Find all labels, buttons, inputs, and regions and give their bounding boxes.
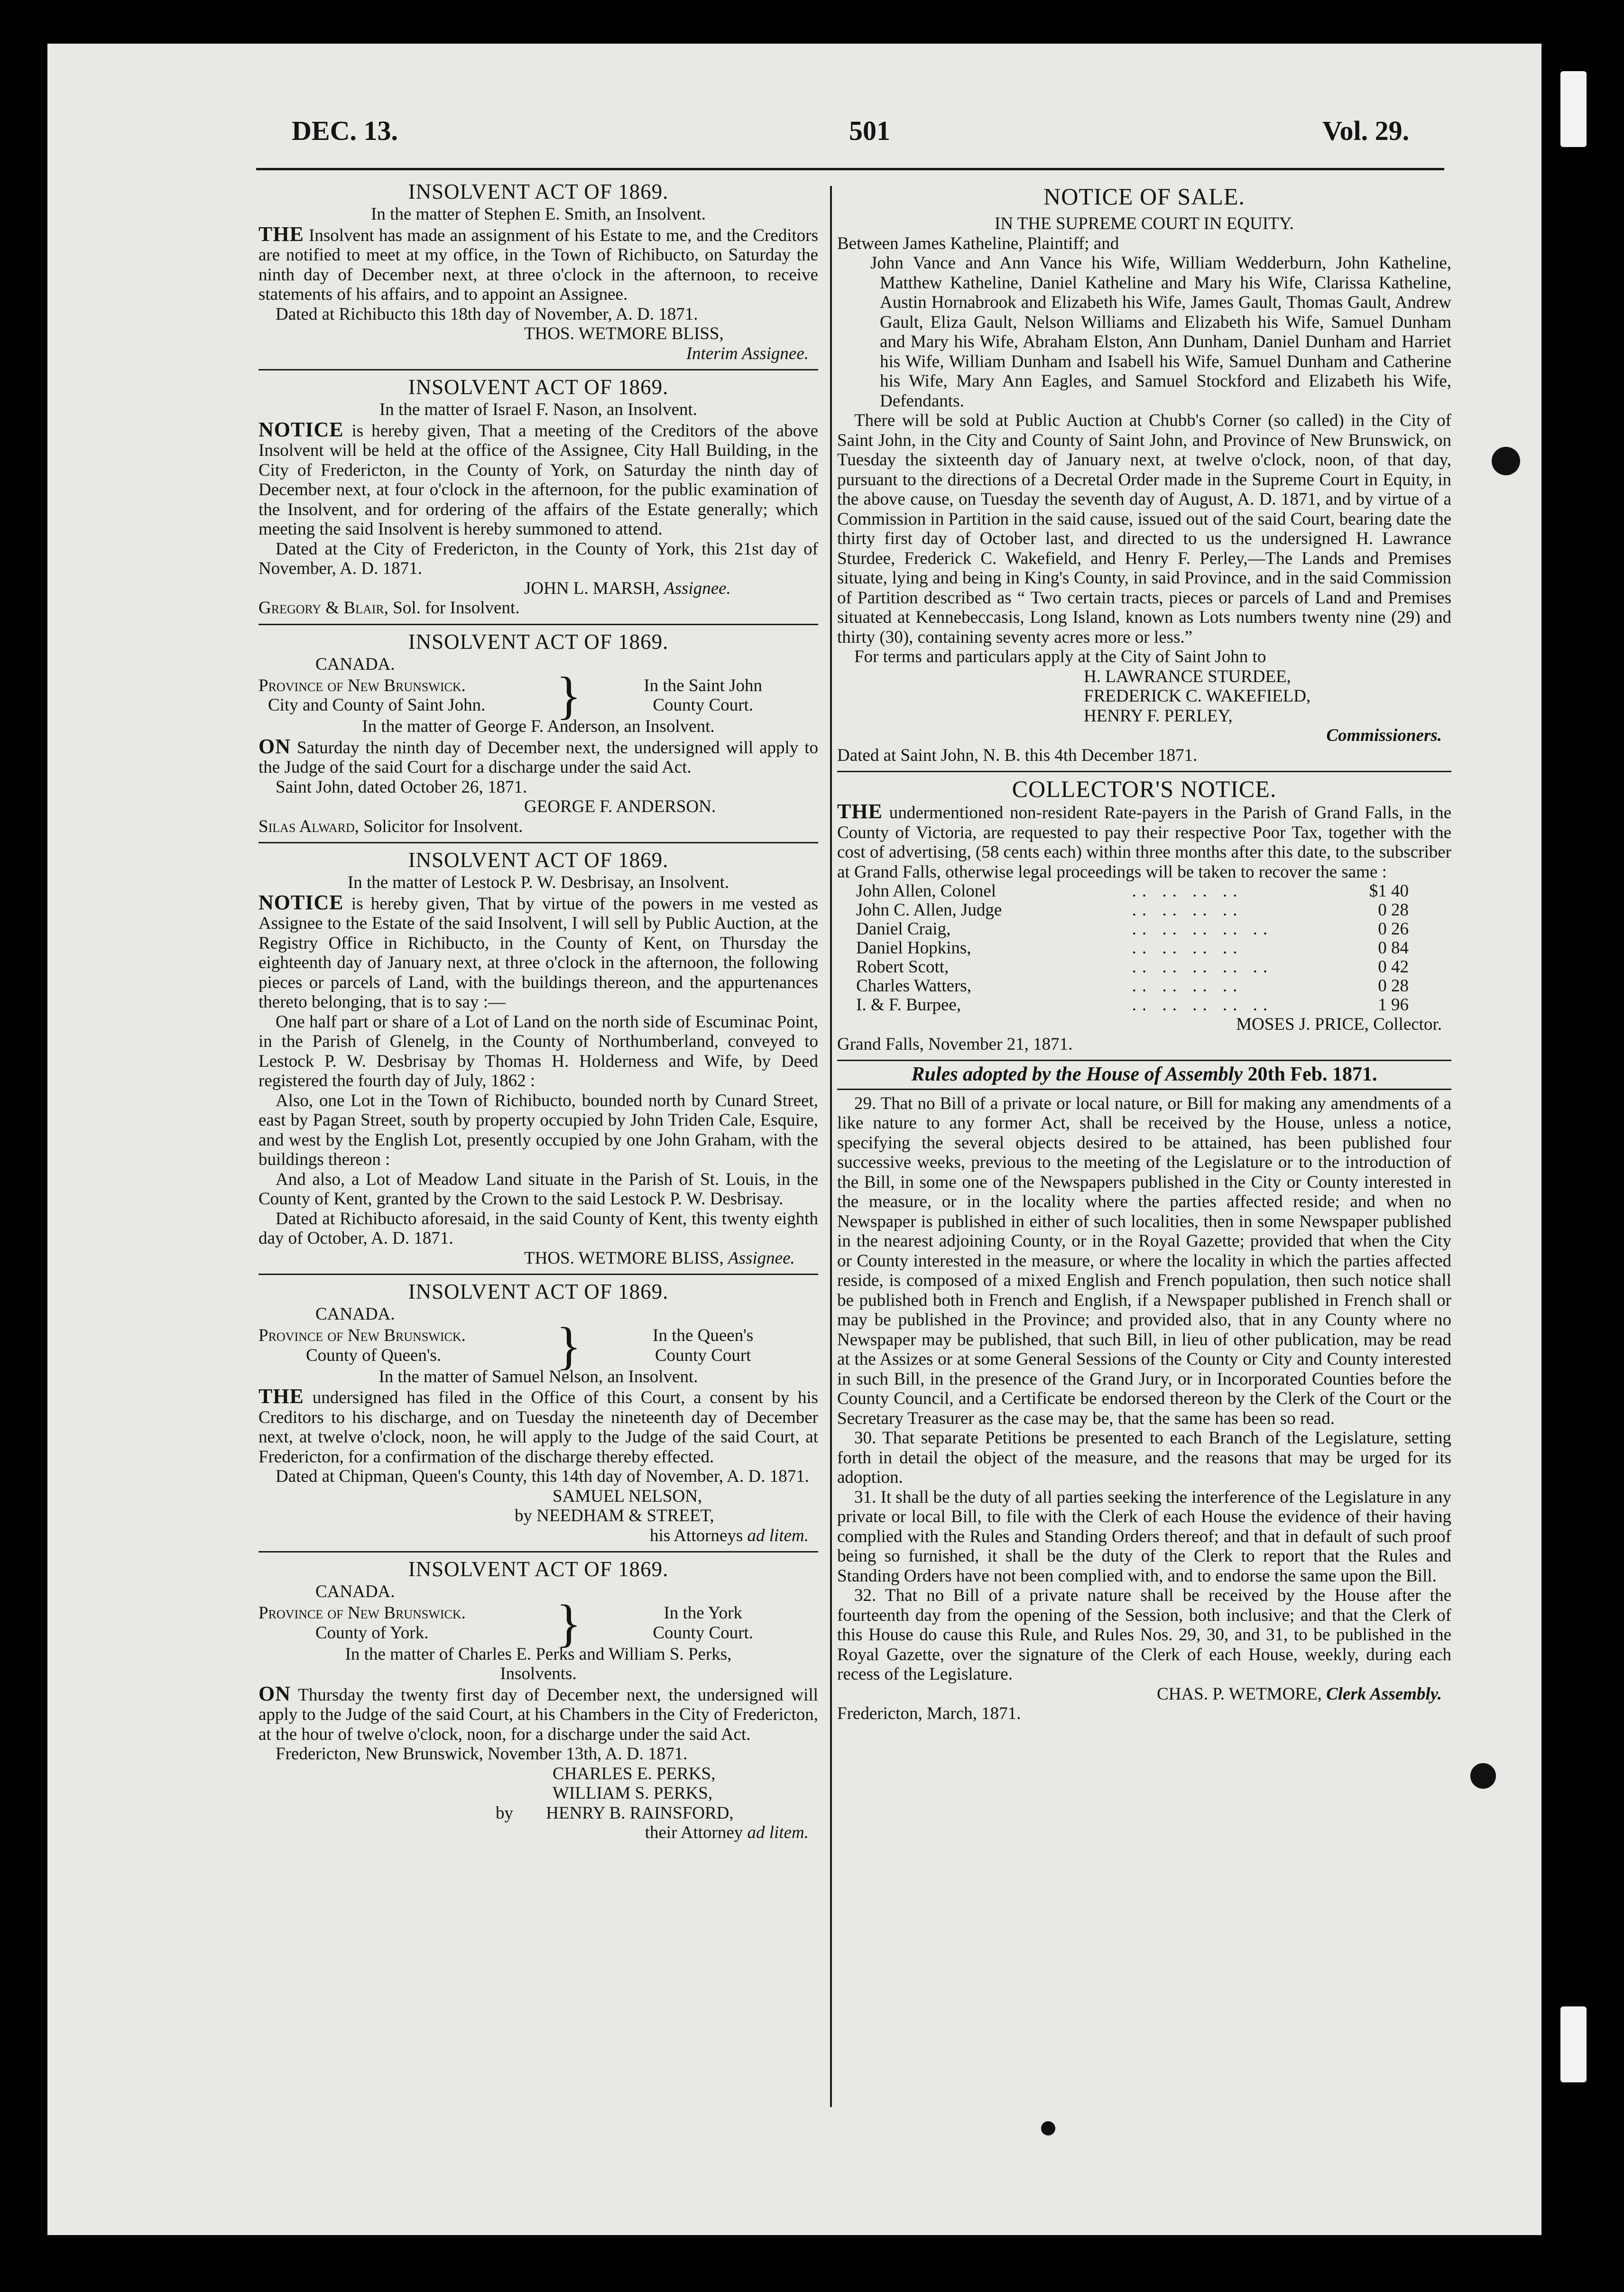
signer: MOSES J. PRICE, Collector. (1236, 1015, 1442, 1034)
lead-word: ON (258, 734, 291, 758)
notice-body: Insolvent has made an assignment of his Estate to me, and the Creditors are notified to meet at my office, in the Town of Richibucto, on Saturday the ninth day of December next, at three o'clock in the afternoon, to receive statements of his affairs, and to appoint an Assignee. (258, 225, 819, 304)
table-row (837, 996, 1451, 1015)
separator (837, 1060, 1451, 1061)
notice-dated: Dated at Richibucto aforesaid, in the said County of Kent, this twenty eighth day of October, A. D. 1871. (258, 1209, 818, 1248)
ratepayer-name: Robert Scott, (856, 957, 949, 977)
separator (258, 1274, 818, 1275)
notice-matter: In the matter of Charles E. Perks and William S. Perks, (345, 1644, 732, 1664)
solicitor-name: Gregory & Blair, (258, 598, 389, 618)
issue-date: DEC. 13. (292, 115, 398, 146)
notice-anderson (258, 629, 818, 837)
tax-amount: 0 26 (1378, 919, 1409, 939)
table-row (837, 939, 1451, 958)
signer-attorney: NEEDHAM & STREET, (536, 1506, 714, 1525)
punch-hole (1492, 447, 1520, 475)
right-column (837, 184, 1451, 1729)
county: City and County of Saint John. (268, 695, 486, 715)
rule-32: 32. That no Bill of a private nature shall be received by the House after the fourteenth day from the opening of the Session, both inclusive; and that the Clerk of this House do cause this Rule, and Rules Nos. 29, 30, and 31, to be published in the Royal Gazette, over the signature of the Clerk of each House, weekly, during each recess of the Legislature. (837, 1586, 1451, 1684)
notice-body: is hereby given, That by virtue of the powers in me vested as Assignee to the Estate of the said Insolvent, I will sell by Public Auction, at the Registry Office in Richibucto, in the County of Kent, on Thursday the eighteenth day of January next, at three o'clock in the afternoon, the following pieces or parcels of Land, with the buildings thereon, and the appurtenances thereto belonging, that is to say :— (258, 894, 819, 1012)
ratepayer-name: John Allen, Colonel (856, 881, 996, 901)
ratepayer-name: Daniel Craig, (856, 919, 951, 939)
rules-title-text: Rules adopted by the House of Assembly (911, 1063, 1243, 1085)
signer: FREDERICK C. WAKEFIELD, (1084, 686, 1311, 706)
notice-matter: In the matter of Israel F. Nason, an Insolvent. (379, 400, 698, 419)
canada-label: CANADA. (315, 1582, 395, 1601)
signer: GEORGE F. ANDERSON. (524, 797, 716, 816)
rules-dated: Fredericton, March, 1871. (837, 1704, 1021, 1723)
ratepayer-name: I. & F. Burpee, (856, 995, 961, 1015)
tax-amount: 0 42 (1378, 957, 1409, 977)
notice-title: INSOLVENT ACT OF 1869. (408, 180, 669, 203)
volume-number: Vol. 29. (1322, 115, 1410, 146)
notice-nelson (258, 1279, 818, 1545)
attorney-role: his Attorneys (649, 1525, 743, 1545)
notice-desbrisay (258, 847, 818, 1268)
signer: HENRY F. PERLEY, (1084, 706, 1233, 726)
notice-title: INSOLVENT ACT OF 1869. (408, 375, 669, 399)
attorney-role-latin: ad litem. (747, 1823, 809, 1842)
attorney-role-latin: ad litem. (747, 1525, 809, 1545)
rule-31: 31. It shall be the duty of all parties seeking the interference of the Legislature in any private or local Bill, to file with the Clerk of each House the evidence of their having complied with the Rules and Standing Orders thereof; and that in default of such proof being so furnished, it shall be the duty of the Clerk to report that the Rules and Standing Orders have not been complied with, and to endorse the same upon the Bill. (837, 1487, 1451, 1586)
rule-29: 29. That no Bill of a private or local nature, or Bill for making any amendments of a like nature to any former Act, shall be received by the House, unless a notice, specifying the several objects desired to be attained, has been published four successive weeks, previous to the meeting of the Legislature or to the introduction of the Bill, in some one of the Newspapers published in the City or County interested in the measure, or in the locality where the parties affected reside; and when no Newspaper is published in either of such localities, then in some Newspaper published in the nearest adjoining County, or in the Royal Gazette; provided that when the City or County interested in the measure, or where the locality in which the parties affected reside, is composed of a mixed English and French population, then such notice shall be published both in French and English, if a Newspaper published in French shall or may be published in the Province; and provided also, that in any County where no Newspaper may be published, that such Bill, in lieu of other publication, may be read at the Assizes or at some General Sessions of the County or City and County interested in such Bill, in the presence of the Grand Jury, or in Incorporated Counties before the County Council, and a Certificate be endorsed thereon by the Clerk of the Court or the Secretary Treasurer as the case may be, that the same has been so read. (837, 1093, 1451, 1428)
table-row (837, 901, 1451, 920)
brace: } (556, 666, 581, 724)
solicitor-name: Silas Alward, (258, 816, 360, 836)
court-name: In the Saint John (644, 675, 763, 695)
notice-body: undersigned has filed in the Office of this Court, a consent by his Creditors to his discharge, and on Tuesday the nineteenth day of December next, at twelve o'clock, noon, he will apply to the Judge of the said Court, at Fredericton, for a confirmation of the discharge thereby effected. (258, 1388, 818, 1467)
signer: THOS. WETMORE BLISS, (524, 1248, 724, 1268)
signer-attorney: HENRY B. RAINSFORD, (546, 1803, 734, 1823)
brace: } (556, 1594, 581, 1652)
terms-line: For terms and particulars apply at the City of Saint John to (854, 647, 1266, 666)
signer-role: Assignee. (664, 578, 731, 598)
ratepayer-name: Charles Watters, (856, 976, 971, 996)
notice-title: INSOLVENT ACT OF 1869. (408, 848, 669, 872)
notice-of-sale (837, 184, 1451, 765)
court-name: In the Queen's (653, 1326, 754, 1345)
notice-perks (258, 1556, 818, 1843)
column-divider (830, 186, 832, 2107)
rule-30: 30. That separate Petitions be presented to each Branch of the Legislature, setting forth in detail the object of the measure, and the reasons that may be urged for its adoption. (837, 1428, 1451, 1487)
signer: JOHN L. MARSH, (524, 578, 660, 598)
assembly-rules (837, 1065, 1451, 1724)
leader-dots: .. .. .. .. (1132, 938, 1243, 958)
notice-matter-cont: Insolvents. (500, 1664, 577, 1683)
notice-title: INSOLVENT ACT OF 1869. (408, 629, 669, 654)
notice-dated: Dated at Chipman, Queen's County, this 14th day of November, A. D. 1871. (276, 1467, 809, 1486)
notice-paragraph: One half part or share of a Lot of Land on the north side of Escuminac Point, in the Parish of Glenelg, in the County of Northumberland, conveyed to Lestock P. W. Desbrisay by Thomas H. Holderness and Wife, by Deed registered the fourth day of July, 1862 : (258, 1012, 818, 1091)
province: Province of New Brunswick. (258, 675, 466, 695)
notice-title: NOTICE OF SALE. (1043, 183, 1245, 210)
tax-amount: 1 96 (1378, 995, 1409, 1015)
attorney-role: their Attorney (645, 1823, 743, 1842)
separator (258, 624, 818, 625)
leader-dots: .. .. .. .. (1132, 900, 1243, 920)
lead-word: NOTICE (258, 890, 344, 914)
signer: WILLIAM S. PERKS, (553, 1784, 713, 1803)
signer: H. LAWRANCE STURDEE, (1084, 666, 1291, 686)
canada-label: CANADA. (315, 654, 395, 674)
defendants-list: John Vance and Ann Vance his Wife, William Wedderburn, John Katheline, Matthew Katheline, Daniel Katheline and Mary his Wife, Clarissa Katheline, Austin Hornabrook and Elizabeth his Wife, James Gault, Thomas Gault, Andrew Gault, Eliza Gault, Nelson Williams and Elizabeth his Wife, Samuel Dunham and Mary his Wife, Abraham Elston, Ann Dunham, Daniel Dunham and Harriet his Wife, William Dunham and Isabell his Wife, Samuel Dunham and Catherine his Wife, Mary Ann Eagles, and Samuel Stockford and Elizabeth his Wife, Defendants. (870, 253, 1451, 411)
table-row (837, 882, 1451, 901)
collectors-notice (837, 776, 1451, 1054)
tax-amount: 0 28 (1378, 976, 1409, 996)
county: County of Queen's. (306, 1345, 442, 1365)
table-row (837, 977, 1451, 996)
tax-amount: $1 40 (1369, 881, 1409, 901)
ratepayer-name: Daniel Hopkins, (856, 938, 971, 958)
signer: CHAS. P. WETMORE, (1157, 1684, 1322, 1704)
table-row (837, 958, 1451, 977)
rules-title-date: 20th Feb. 1871. (1247, 1063, 1377, 1085)
between-line: Between James Katheline, Plaintiff; and (837, 233, 1119, 253)
notice-body: undermentioned non-resident Rate-payers in the Parish of Grand Falls, in the County of Victoria, are requested to pay their respective Poor Tax, together with the cost of advertising, (58 cents each) within three months after this date, to the subscriber at Grand Falls, otherwise legal proceedings will be taken to recover the same : (837, 803, 1451, 882)
notice-dated: Fredericton, New Brunswick, November 13th, A. D. 1871. (276, 1744, 688, 1764)
header-rule (256, 168, 1444, 170)
separator (837, 771, 1451, 772)
tax-amount: 0 28 (1378, 900, 1409, 920)
solicitor-role: Solicitor for Insolvent. (363, 816, 523, 836)
signer-role: Clerk Assembly. (1326, 1684, 1442, 1704)
notice-paragraph: And also, a Lot of Meadow Land situate in the Parish of St. Louis, in the County of Kent, granted by the Crown to the said Lestock P. W. Desbrisay. (258, 1169, 818, 1209)
notice-dated: Saint John, dated October 26, 1871. (276, 777, 527, 797)
notice-matter: In the matter of Stephen E. Smith, an Insolvent. (371, 204, 706, 224)
by-label: by (496, 1803, 513, 1823)
signer-role: Commissioners. (1326, 726, 1442, 745)
court-type: County Court (655, 1345, 751, 1365)
brace: } (556, 1316, 581, 1375)
signer: CHARLES E. PERKS, (553, 1764, 716, 1784)
notice-title: COLLECTOR'S NOTICE. (1012, 776, 1277, 802)
tax-amount: 0 84 (1378, 938, 1409, 958)
notice-body: Thursday the twenty first day of December next, the undersigned will apply to the Judge of the said Court, at his Chambers in the City of Fredericton, at the hour of twelve o'clock, noon, for a discharge under the said Act. (258, 1685, 819, 1744)
province: Province of New Brunswick. (258, 1603, 466, 1623)
binding-tab (1560, 71, 1587, 147)
signer-role: Interim Assignee. (686, 343, 809, 363)
canada-label: CANADA. (315, 1304, 395, 1324)
notice-title: INSOLVENT ACT OF 1869. (408, 1557, 669, 1581)
left-column (258, 179, 818, 1848)
signer: SAMUEL NELSON, (553, 1486, 702, 1506)
separator (258, 1551, 818, 1553)
separator (837, 1089, 1451, 1090)
leader-dots: .. .. .. .. (1132, 976, 1243, 996)
court-type: County Court. (653, 1623, 754, 1643)
leader-dots: .. .. .. .. .. (1132, 957, 1273, 977)
solicitor-role: Sol. for Insolvent. (393, 598, 520, 618)
notice-title: INSOLVENT ACT OF 1869. (408, 1280, 669, 1303)
separator (258, 842, 818, 843)
ratepayer-name: John C. Allen, Judge (856, 900, 1002, 920)
signer: THOS. WETMORE BLISS, (524, 324, 724, 343)
lead-word: THE (837, 800, 883, 823)
court-type: County Court. (653, 695, 754, 715)
notice-body: Saturday the ninth day of December next, the undersigned will apply to the Judge of the said Court for a discharge under the said Act. (258, 738, 818, 777)
separator (258, 369, 818, 370)
punch-hole (1470, 1763, 1496, 1789)
lead-word: THE (258, 222, 304, 246)
ratepayer-table (837, 882, 1451, 1015)
notice-body: There will be sold at Public Auction at Chubb's Corner (so called) in the City of Saint John, in the City and County of Saint John, and Province of New Brunswick, on Tuesday the sixteenth day of January next, at twelve o'clock, noon, of that day, pursuant to the directions of a Decretal Order made in the Supreme Court in Equity, in the above cause, on Tuesday the seventh day of August, A. D. 1871, and by virtue of a Commission in Partition in the said cause, issued out of the said Court, bearing date the thirty first day of October last, and directed to us the undersigned H. Lawrance Sturdee, Frederick C. Wakefield, and Henry F. Perley,—The Lands and Premises situate, lying and being in King's County, in said Province, and in the said Commission of Partition described as “ Two certain tracts, pieces or parcels of Land and Premises situated at Kennebeccasis, Long Island, known as Lots numbers twenty nine (29) and thirty (30), containing seventy acres more or less.” (837, 411, 1451, 647)
notice-dated: Dated at Richibucto this 18th day of November, A. D. 1871. (276, 304, 698, 324)
county: County of York. (315, 1623, 429, 1643)
newspaper-page (47, 44, 1541, 2235)
leader-dots: .. .. .. .. (1132, 881, 1243, 901)
court-block (258, 1594, 818, 1652)
notice-smith (258, 179, 818, 363)
notice-dated: Dated at the City of Fredericton, in the County of York, this 21st day of November, A. D. 1871. (258, 539, 818, 578)
notice-body: is hereby given, That a meeting of the Creditors of the above Insolvent will be held at the office of the Assignee, City Hall Building, in the City of Fredericton, in the County of York, on Saturday the ninth day of December next, at four o'clock in the afternoon, for the public examination of the Insolvent, and for ordering of the affairs of the Estate generally; which meeting the said Insolvent is hereby summoned to attend. (258, 421, 819, 539)
signer-role: Assignee. (728, 1248, 795, 1268)
court-name: In the York (664, 1603, 742, 1623)
court-name: IN THE SUPREME COURT IN EQUITY. (995, 214, 1294, 233)
lead-word: ON (258, 1682, 291, 1705)
by-label: by (515, 1506, 532, 1525)
notice-dated: Dated at Saint John, N. B. this 4th December 1871. (837, 745, 1198, 765)
leader-dots: .. .. .. .. .. (1132, 919, 1273, 939)
court-block (258, 1316, 818, 1375)
table-row (837, 920, 1451, 939)
court-block (258, 666, 818, 724)
notice-nason (258, 374, 818, 618)
notice-matter: In the matter of Samuel Nelson, an Insolvent. (378, 1367, 698, 1386)
notice-paragraph: Also, one Lot in the Town of Richibucto, bounded north by Cunard Street, east by Pagan Street, south by property occupied by John Triden Cale, Esquire, and west by the English Lot, presently occupied by one John Graham, with the buildings thereon : (258, 1091, 818, 1169)
lead-word: NOTICE (258, 417, 344, 441)
rules-title (837, 1065, 1451, 1085)
leader-dots: .. .. .. .. .. (1132, 995, 1273, 1015)
notice-dated: Grand Falls, November 21, 1871. (837, 1034, 1073, 1054)
province: Province of New Brunswick. (258, 1326, 466, 1345)
lead-word: THE (258, 1385, 304, 1408)
notice-matter: In the matter of Lestock P. W. Desbrisay, an Insolvent. (347, 873, 729, 892)
page-number: 501 (849, 115, 890, 146)
binding-tab (1560, 2006, 1587, 2082)
ink-speck (1041, 2121, 1055, 2135)
notice-matter: In the matter of George F. Anderson, an Insolvent. (362, 717, 715, 736)
